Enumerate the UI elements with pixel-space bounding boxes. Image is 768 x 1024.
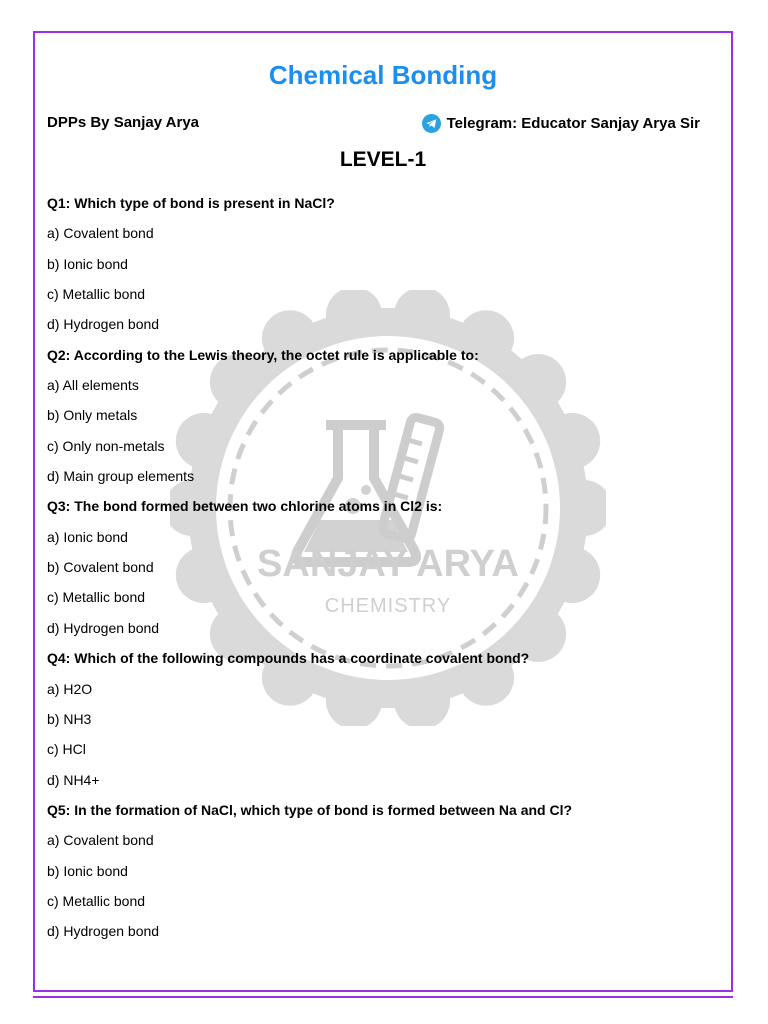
option-2a: a) All elements <box>47 377 139 394</box>
question-5: Q5: In the formation of NaCl, which type of bond is formed between Na and Cl? <box>47 801 573 818</box>
option-1d: d) Hydrogen bond <box>47 316 160 333</box>
option-2c: c) Only non-metals <box>47 437 165 454</box>
option-3b: b) Covalent bond <box>47 559 154 576</box>
question-list <box>47 193 572 952</box>
option-2b: b) Only metals <box>47 407 138 424</box>
option-5d: d) Hydrogen bond <box>47 923 160 940</box>
option-5a: a) Covalent bond <box>47 832 154 849</box>
option-3d: d) Hydrogen bond <box>47 619 160 636</box>
option-1b: b) Ionic bond <box>47 255 128 272</box>
option-4c: c) HCl <box>47 741 86 758</box>
level-heading: LEVEL-1 <box>339 148 427 171</box>
bottom-rule <box>33 996 733 998</box>
question-2: Q2: According to the Lewis theory, the octet rule is applicable to: <box>47 346 479 363</box>
option-5c: c) Metallic bond <box>47 892 146 909</box>
watermark-subtitle: CHEMISTRY <box>324 595 452 617</box>
telegram-icon <box>422 114 441 133</box>
telegram-link[interactable] <box>422 114 700 133</box>
option-3c: c) Metallic bond <box>47 589 146 606</box>
option-1a: a) Covalent bond <box>47 225 154 242</box>
watermark-name: SANJAY ARYA <box>257 543 519 585</box>
option-5b: b) Ionic bond <box>47 862 128 879</box>
telegram-label: Telegram: Educator Sanjay Arya Sir <box>446 115 700 132</box>
option-3a: a) Ionic bond <box>47 528 128 545</box>
question-3: Q3: The bond formed between two chlorine atoms in Cl2 is: <box>47 498 443 515</box>
option-4d: d) NH4+ <box>47 771 100 788</box>
option-4b: b) NH3 <box>47 710 92 727</box>
author-label: DPPs By Sanjay Arya <box>47 114 200 131</box>
option-4a: a) H2O <box>47 680 93 697</box>
page-title: Chemical Bonding <box>268 60 498 90</box>
option-2d: d) Main group elements <box>47 468 195 485</box>
question-1: Q1: Which type of bond is present in NaCl? <box>47 195 335 211</box>
question-4: Q4: Which of the following compounds has a coordinate covalent bond? <box>47 650 530 667</box>
option-1c: c) Metallic bond <box>47 286 146 303</box>
